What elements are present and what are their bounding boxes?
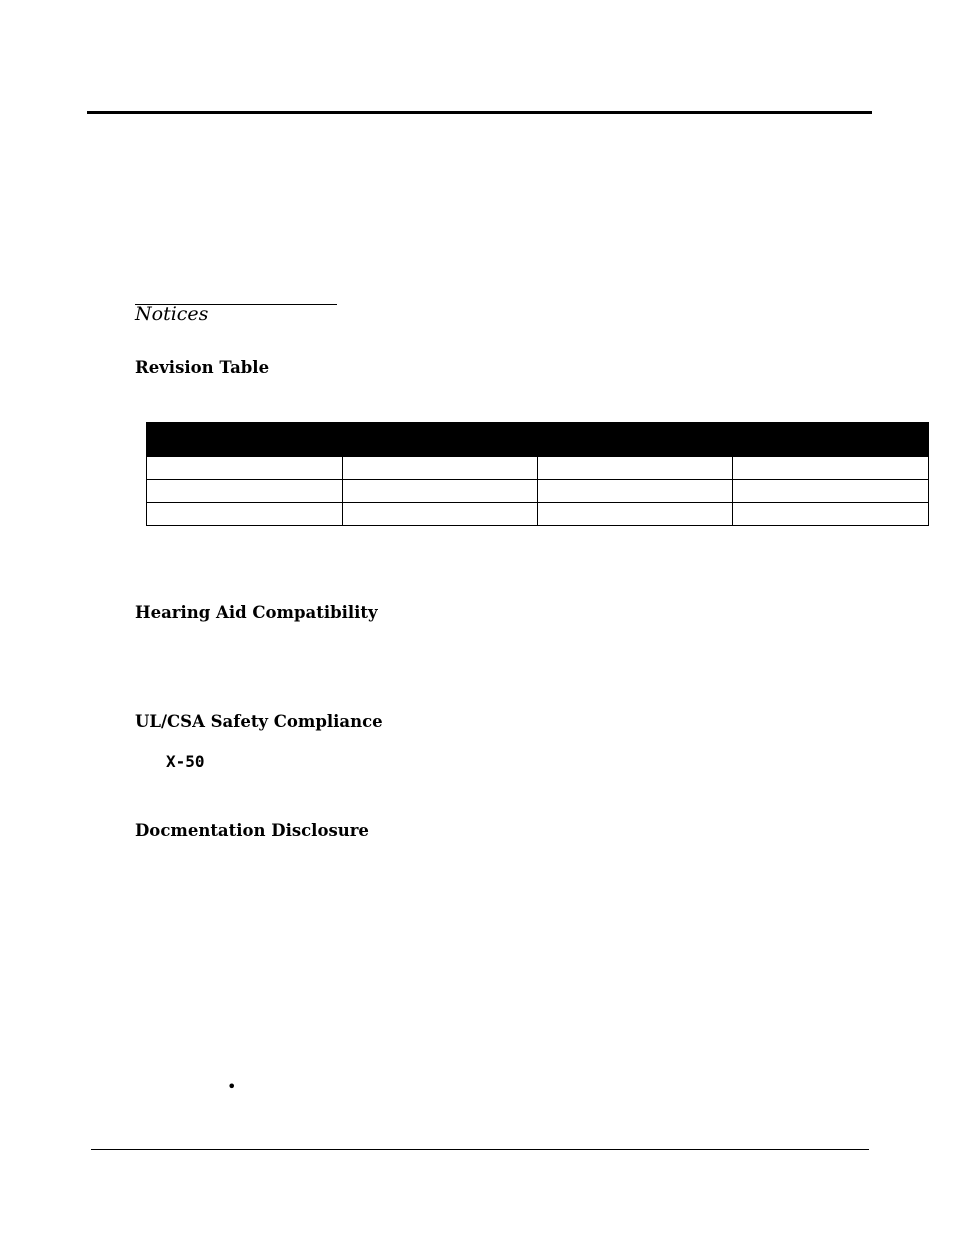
revision-table-header-cell	[343, 423, 538, 457]
hearing-aid-heading: Hearing Aid Compatibility	[135, 603, 378, 622]
revision-table-header-row	[147, 423, 929, 457]
table-row	[147, 503, 929, 526]
table-cell	[733, 480, 929, 503]
revision-table-header-cell	[733, 423, 929, 457]
revision-table	[146, 422, 929, 526]
revision-table-heading: Revision Table	[135, 358, 270, 377]
table-cell	[733, 457, 929, 480]
table-cell	[538, 480, 733, 503]
section-title: Notices	[135, 303, 209, 325]
table-cell	[147, 480, 343, 503]
bullet-icon: •	[227, 1077, 237, 1096]
table-cell	[343, 480, 538, 503]
table-row	[147, 480, 929, 503]
table-cell	[538, 503, 733, 526]
table-cell	[538, 457, 733, 480]
revision-table-header-cell	[147, 423, 343, 457]
footer-rule	[91, 1149, 869, 1150]
table-cell	[147, 503, 343, 526]
model-code: X-50	[166, 752, 205, 771]
table-cell	[147, 457, 343, 480]
table-cell	[343, 503, 538, 526]
revision-table-header-cell	[538, 423, 733, 457]
table-cell	[733, 503, 929, 526]
documentation-disclosure-heading: Docmentation Disclosure	[135, 821, 369, 840]
header-rule	[87, 111, 872, 114]
ul-csa-heading: UL/CSA Safety Compliance	[135, 712, 383, 731]
table-cell	[343, 457, 538, 480]
table-row	[147, 457, 929, 480]
